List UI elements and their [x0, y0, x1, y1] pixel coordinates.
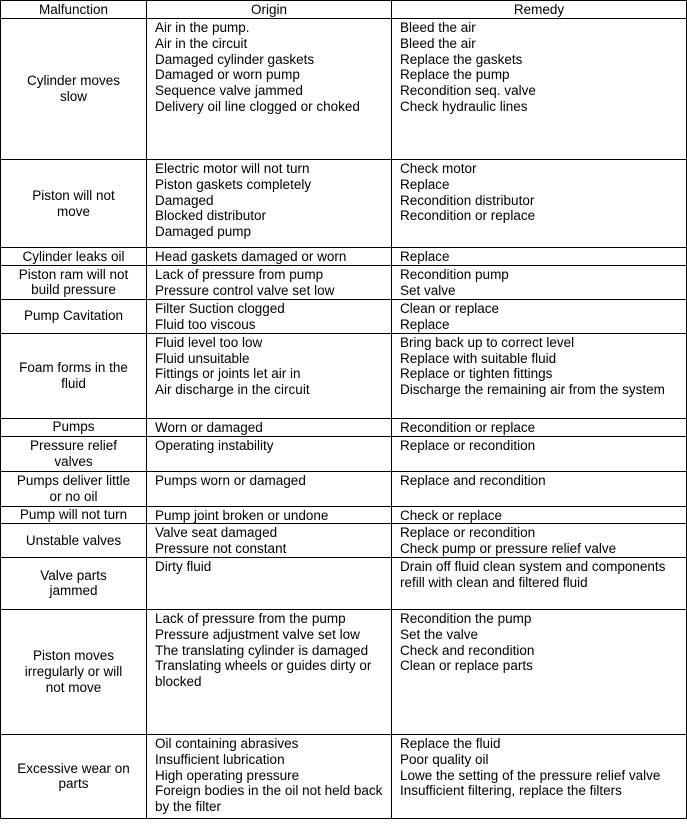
table-row	[1, 418, 687, 436]
remedy-cell	[392, 160, 687, 248]
remedy-cell-line: Check pump or pressure relief valve	[400, 541, 617, 557]
origin-cell-line: Blocked distributor	[155, 208, 267, 224]
origin-cell-line: Foreign bodies in the oil not held back by the filter	[155, 783, 383, 815]
origin-cell	[147, 471, 392, 506]
origin-cell-line: Damaged or worn pump	[155, 67, 300, 83]
malfunction-cell-line: Unstable valves	[25, 532, 122, 548]
remedy-cell-line: Set valve	[400, 282, 456, 298]
malfunction-cell-line: Pumps	[52, 419, 95, 435]
remedy-cell-line: Set the valve	[400, 626, 479, 642]
remedy-cell-line: Recondition seq. valve	[400, 83, 536, 99]
remedy-cell-line: Replace or tighten fittings	[400, 366, 553, 382]
table-row	[1, 160, 687, 248]
malfunction-cell-line: Pumps deliver little	[16, 472, 131, 488]
origin-cell-line: Worn or damaged	[155, 419, 263, 435]
remedy-cell	[392, 471, 687, 506]
origin-cell-line: Pressure adjustment valve set low	[155, 626, 360, 642]
header-malfunction: Malfunction	[1, 1, 147, 19]
remedy-cell-line: Replace the pump	[400, 67, 510, 83]
origin-cell-line: High operating pressure	[155, 767, 300, 783]
remedy-cell-line: Replace	[400, 176, 450, 192]
malfunction-cell-line: Cylinder moves	[26, 73, 121, 89]
origin-cell	[147, 609, 392, 734]
table-row	[1, 333, 687, 418]
malfunction-cell	[1, 557, 147, 609]
origin-cell-line: Fluid level too low	[155, 334, 263, 350]
origin-cell	[147, 265, 392, 299]
malfunction-cell	[1, 299, 147, 333]
origin-cell-line: Damaged	[155, 192, 214, 208]
origin-cell-line: Translating wheels or guides dirty or blocked	[155, 658, 372, 690]
remedy-cell	[392, 557, 687, 609]
remedy-cell-line: Replace the fluid	[400, 735, 501, 751]
malfunction-cell	[1, 418, 147, 436]
table-row	[1, 299, 687, 333]
malfunction-cell	[1, 265, 147, 299]
remedy-cell-line: Recondition distributor	[400, 192, 535, 208]
origin-cell-line: Air in the circuit	[155, 35, 248, 51]
origin-cell-line: Filter Suction clogged	[155, 300, 285, 316]
remedy-cell-line: Clean or replace	[400, 300, 500, 316]
remedy-cell-line: Replace or recondition	[400, 437, 536, 453]
remedy-cell	[392, 248, 687, 266]
malfunction-cell	[1, 524, 147, 558]
table-row	[1, 265, 687, 299]
origin-cell-line: Pumps worn or damaged	[155, 472, 306, 488]
remedy-cell-line: Replace with suitable fluid	[400, 350, 557, 366]
malfunction-cell-line: Piston will not	[32, 187, 115, 203]
malfunction-cell-line: fluid	[61, 375, 86, 391]
remedy-cell	[392, 333, 687, 418]
malfunction-cell	[1, 19, 147, 160]
origin-cell-line: Head gaskets damaged or worn	[155, 249, 347, 264]
origin-cell	[147, 160, 392, 248]
remedy-cell-line: Insufficient filtering, replace the filters	[400, 783, 622, 799]
remedy-cell-line: Recondition pump	[400, 266, 509, 282]
table-row	[1, 524, 687, 558]
origin-cell-line: Valve seat damaged	[155, 525, 278, 541]
remedy-cell	[392, 524, 687, 558]
malfunction-cell-line: Excessive wear on	[17, 760, 130, 776]
table-row	[1, 248, 687, 266]
origin-cell-line: Damaged cylinder gaskets	[155, 51, 315, 67]
malfunction-cell	[1, 160, 147, 248]
remedy-cell-line: Replace	[400, 316, 450, 332]
remedy-cell	[392, 609, 687, 734]
remedy-cell-line: Clean or replace parts	[400, 658, 533, 674]
origin-cell	[147, 557, 392, 609]
remedy-cell	[392, 299, 687, 333]
origin-cell-line: Sequence valve jammed	[155, 83, 303, 99]
malfunction-cell-line: Piston moves	[32, 648, 115, 664]
remedy-cell-line: Drain off fluid clean system and components refill with clean and filtered fluid	[400, 558, 666, 590]
remedy-cell-line: Discharge the remaining air from the system	[400, 382, 665, 398]
origin-cell	[147, 333, 392, 418]
origin-cell	[147, 418, 392, 436]
malfunction-cell-line: parts	[58, 776, 89, 792]
malfunction-cell-line: Valve parts	[40, 567, 107, 583]
remedy-cell-line: Bring back up to correct level	[400, 334, 575, 350]
origin-cell-line: Damaged pump	[155, 224, 252, 240]
origin-cell-line: Pump joint broken or undone	[155, 507, 329, 523]
origin-cell-line: Fittings or joints let air in	[155, 366, 301, 382]
origin-cell	[147, 248, 392, 266]
origin-cell	[147, 299, 392, 333]
malfunction-cell	[1, 333, 147, 418]
origin-cell	[147, 19, 392, 160]
malfunction-cell-line: Foam forms in the	[19, 360, 128, 375]
origin-cell-line: Fluid unsuitable	[155, 350, 250, 366]
remedy-cell-line: Bleed the air	[400, 35, 476, 51]
malfunction-cell-line: Piston ram will not	[18, 266, 129, 282]
table-row	[1, 471, 687, 506]
header-origin: Origin	[147, 1, 392, 19]
malfunction-cell	[1, 734, 147, 818]
malfunction-cell	[1, 609, 147, 734]
origin-cell-line: Dirty fluid	[155, 558, 212, 574]
remedy-cell-line: Check and recondition	[400, 642, 535, 658]
malfunction-cell	[1, 248, 147, 266]
remedy-cell-line: Poor quality oil	[400, 751, 489, 767]
table-row	[1, 436, 687, 471]
remedy-cell	[392, 19, 687, 160]
remedy-cell-line: Check motor	[400, 161, 477, 176]
origin-cell-line: Lack of pressure from the pump	[155, 610, 346, 626]
origin-cell-line: Insufficient lubrication	[155, 751, 285, 767]
remedy-cell	[392, 734, 687, 818]
origin-cell-line: Oil containing abrasives	[155, 735, 299, 751]
origin-cell-line: Piston gaskets completely	[155, 176, 312, 192]
table-row	[1, 19, 687, 160]
remedy-cell-line: Replace the gaskets	[400, 51, 523, 67]
origin-cell	[147, 506, 392, 524]
table-row	[1, 609, 687, 734]
origin-cell-line: Operating instability	[155, 437, 274, 453]
malfunction-cell-line: Pump will not turn	[19, 507, 128, 523]
origin-cell-line: The translating cylinder is damaged	[155, 642, 369, 658]
malfunction-cell-line: Pressure relief	[29, 437, 118, 453]
remedy-cell-line: Recondition the pump	[400, 610, 532, 626]
malfunction-cell-line: jammed	[49, 583, 98, 599]
origin-cell-line: Electric motor will not turn	[155, 161, 310, 176]
origin-cell	[147, 436, 392, 471]
origin-cell-line: Delivery oil line clogged or choked	[155, 98, 360, 114]
table-row	[1, 506, 687, 524]
origin-cell	[147, 734, 392, 818]
malfunction-cell-line: irregularly or will	[24, 664, 123, 680]
remedy-cell-line: Recondition or replace	[400, 419, 536, 435]
remedy-cell	[392, 265, 687, 299]
remedy-cell	[392, 418, 687, 436]
table-row	[1, 557, 687, 609]
origin-cell-line: Fluid too viscous	[155, 316, 256, 332]
header-remedy: Remedy	[392, 1, 687, 19]
remedy-cell-line: Bleed the air	[400, 20, 476, 35]
malfunction-cell-line: slow	[59, 89, 87, 104]
remedy-cell-line: Lowe the setting of the pressure relief valve	[400, 767, 661, 783]
origin-cell-line: Air discharge in the circuit	[155, 382, 310, 398]
remedy-cell-line: Check hydraulic lines	[400, 98, 528, 114]
origin-cell	[147, 524, 392, 558]
malfunction-cell-line: build pressure	[31, 282, 116, 298]
table-body	[1, 19, 687, 819]
malfunction-cell-line: move	[56, 203, 90, 219]
remedy-cell-line: Check or replace	[400, 507, 503, 523]
malfunction-cell-line: Cylinder leaks oil	[22, 248, 125, 264]
origin-cell-line: Pressure control valve set low	[155, 282, 335, 298]
malfunction-cell	[1, 471, 147, 506]
origin-cell-line: Pressure not constant	[155, 541, 287, 557]
malfunction-cell-line: Pump Cavitation	[23, 308, 124, 324]
malfunction-cell-line: not move	[45, 679, 102, 695]
malfunction-cell-line: valves	[54, 453, 93, 469]
header-row	[1, 1, 687, 19]
origin-cell-line: Lack of pressure from pump	[155, 266, 324, 282]
remedy-cell-line: Replace or recondition	[400, 525, 536, 541]
remedy-cell	[392, 506, 687, 524]
remedy-cell-line: Replace and recondition	[400, 472, 546, 488]
malfunction-cell	[1, 506, 147, 524]
remedy-cell-line: Replace	[400, 249, 450, 264]
remedy-cell-line: Recondition or replace	[400, 208, 536, 224]
origin-cell-line: Air in the pump.	[155, 20, 250, 35]
malfunction-cell-line: or no oil	[49, 488, 98, 504]
table-row	[1, 734, 687, 818]
malfunction-cell	[1, 436, 147, 471]
remedy-cell	[392, 436, 687, 471]
